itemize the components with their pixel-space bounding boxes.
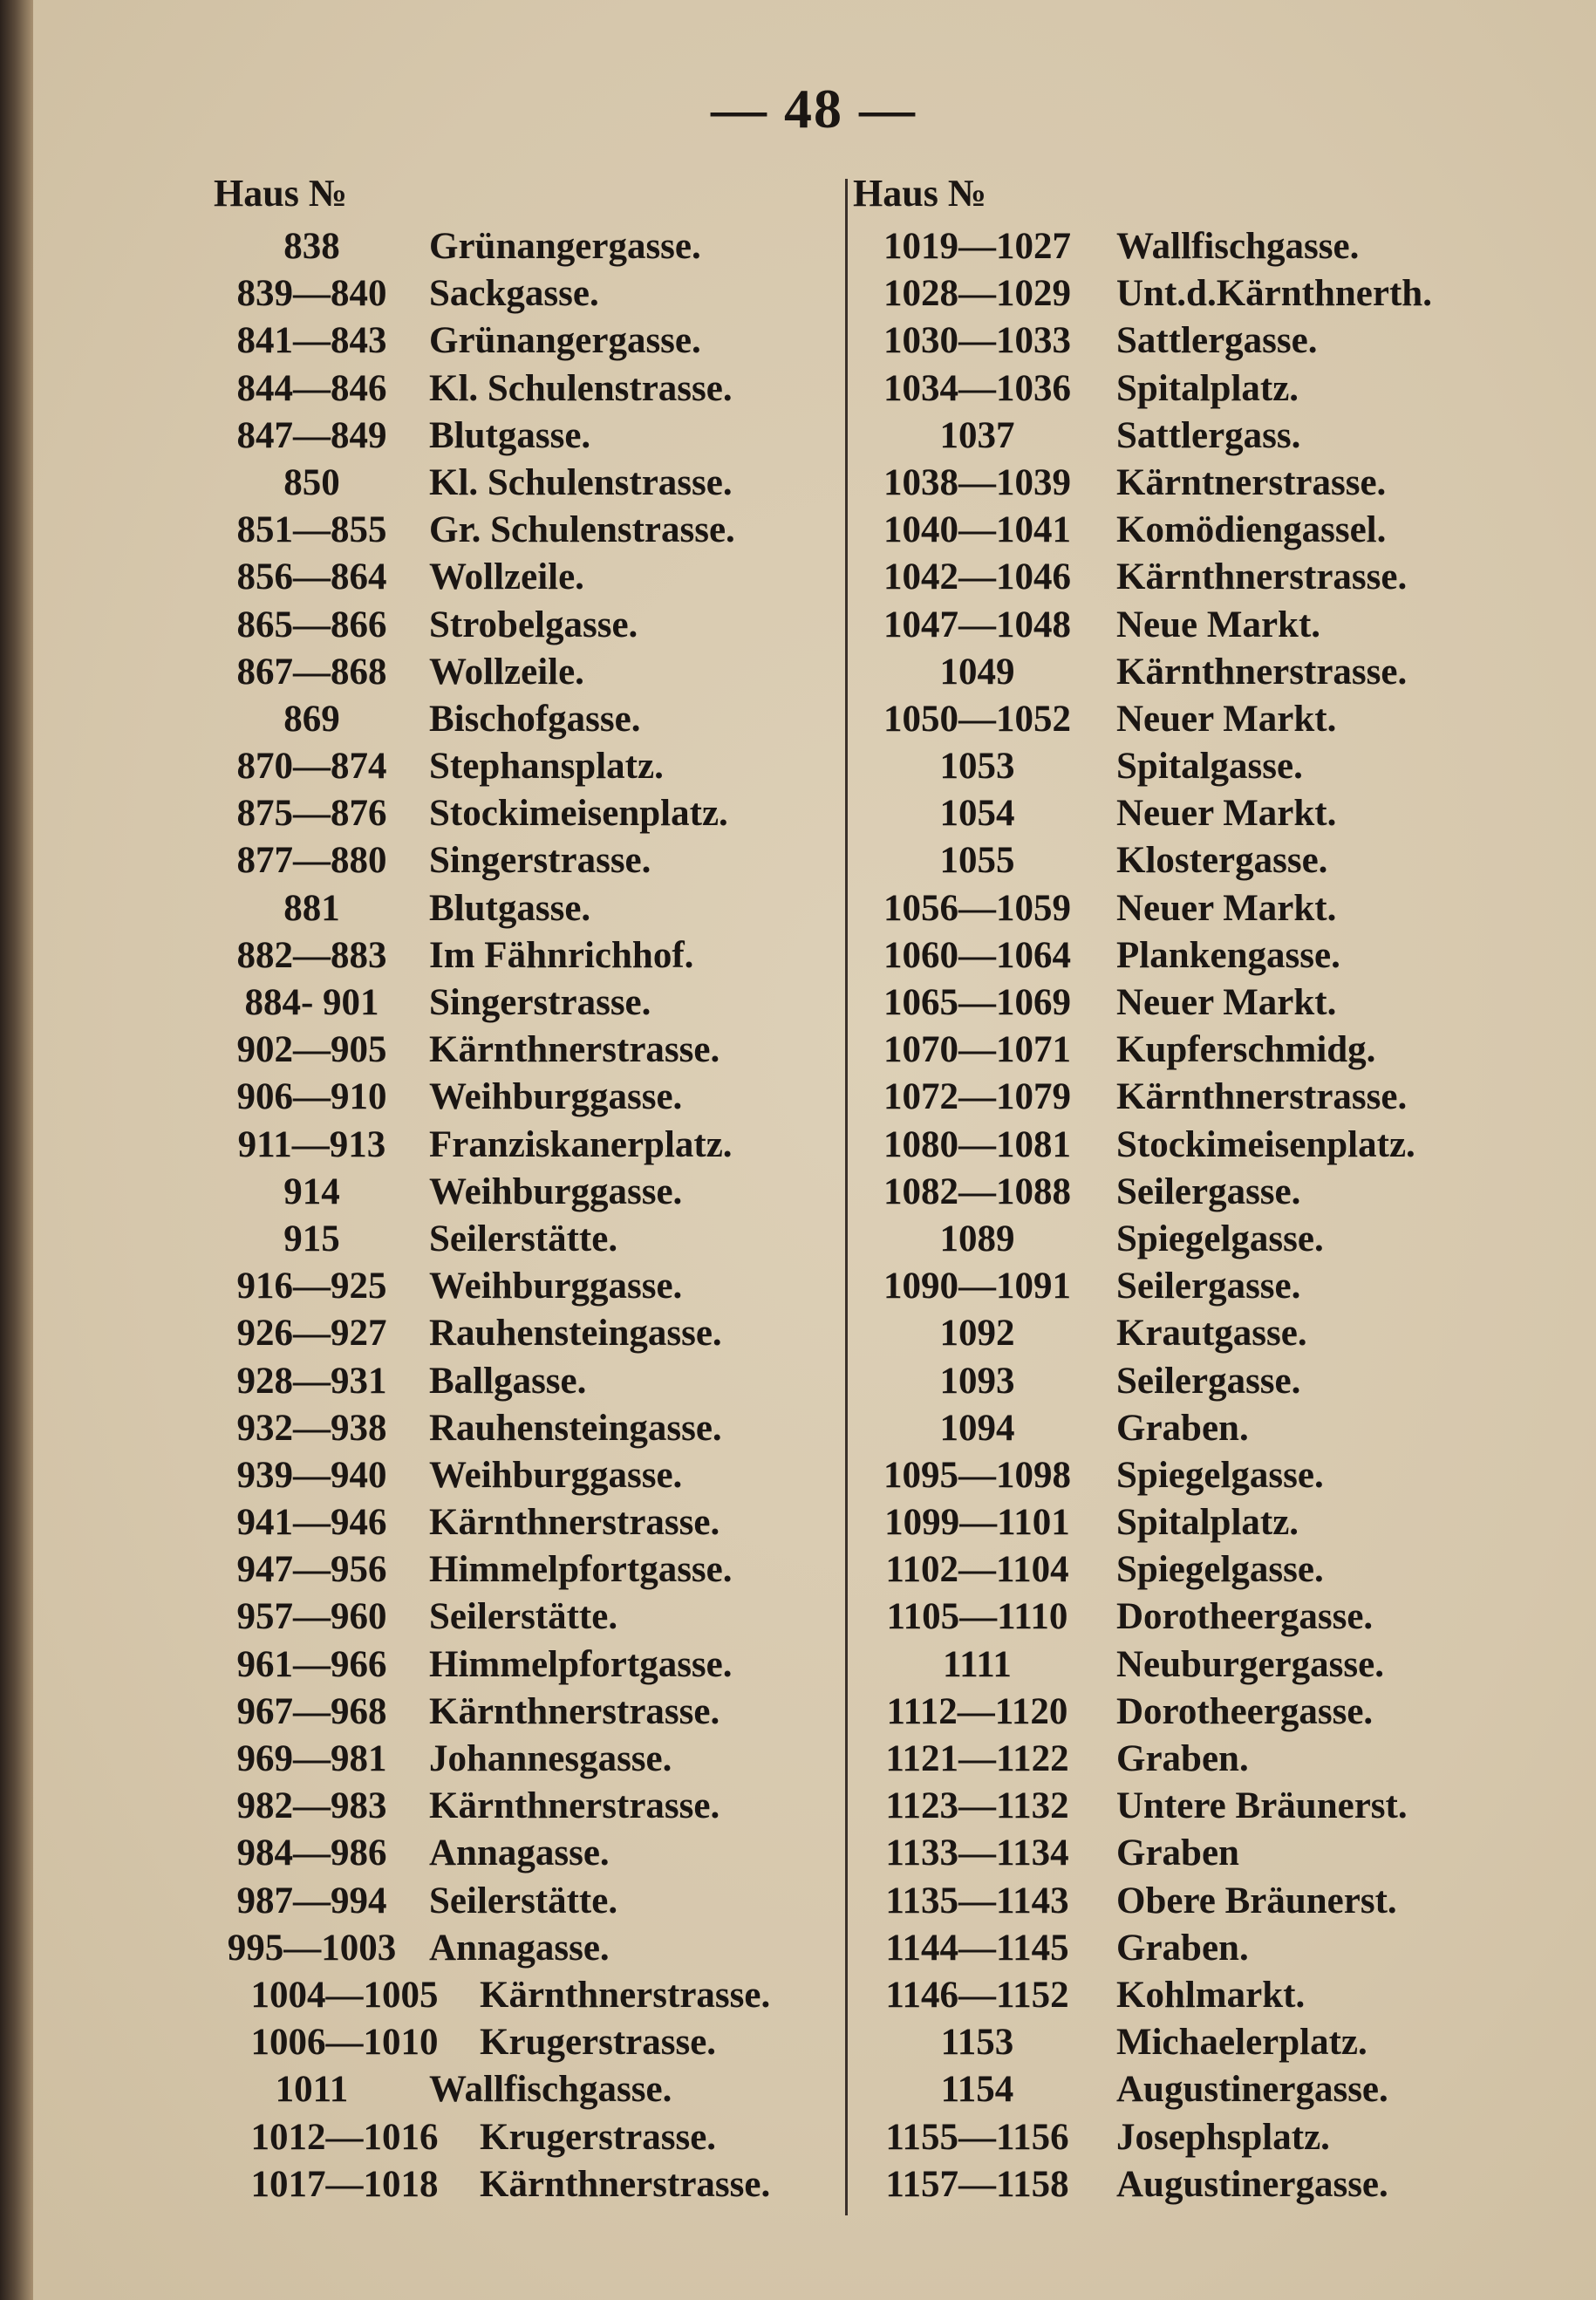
house-number-range: 914 [283,1170,340,1212]
address-entry [214,2066,842,2113]
street-name: Kupferschmidg. [1116,1029,1376,1071]
street-name: Graben. [1116,1927,1249,1969]
house-number-range: 839—840 [236,273,387,315]
house-number-range: 1056—1059 [883,887,1071,929]
address-entry [853,1594,1481,1641]
address-entry [214,1310,842,1357]
house-number-range: 1093 [939,1360,1015,1402]
house-number-range: 939—940 [236,1454,387,1496]
house-number-range: 1092 [939,1313,1015,1355]
house-number-range: 987—994 [236,1880,387,1921]
address-entry [214,1452,842,1499]
address-entry [853,1452,1481,1499]
street-name: Dorotheergasse. [1116,1690,1374,1732]
book-binding-shadow [0,0,33,2300]
address-entry [853,932,1481,979]
house-number-range: 1060—1064 [883,934,1071,976]
house-number-range: 1037 [939,414,1015,456]
street-name: Kärnthnerstrasse. [1116,651,1408,693]
street-name: Weihburggasse. [429,1076,683,1118]
address-entry [853,743,1481,790]
street-name: Wallfischgasse. [1116,226,1360,267]
address-entry [214,1074,842,1121]
street-name: Sattlergass. [1116,414,1301,456]
address-entry [853,223,1481,270]
page-number: — 48 — [711,78,917,140]
house-number-range: 1155—1156 [885,2116,1069,2158]
street-name: Neuer Markt. [1116,982,1337,1023]
address-entry [214,270,842,317]
street-name: Im Fähnrichhof. [429,934,694,976]
street-name: Seilerstätte. [429,1596,618,1638]
street-name: Kärnthnerstrasse. [480,2163,771,2205]
address-entry [853,1689,1481,1736]
house-number-range: 1006—1010 [250,2022,439,2064]
address-entry [853,554,1481,601]
address-entry [853,1641,1481,1689]
address-entry [853,1972,1481,2019]
street-name: Stephansplatz. [429,746,664,788]
house-number-range: 947—956 [236,1549,387,1591]
street-name: Grünangergasse. [429,226,701,267]
street-name: Spitalplatz. [1116,1502,1299,1544]
right-address-list [853,223,1481,2208]
house-number-range: 1004—1005 [250,1974,439,2016]
address-entry [853,2019,1481,2066]
address-entry [853,2114,1481,2161]
street-name: Kärnthnerstrasse. [429,1029,720,1071]
house-number-range: 1055 [939,840,1015,882]
address-entry [214,1925,842,1972]
address-entry [214,1878,842,1925]
house-number-range: 911—913 [237,1123,386,1165]
address-entry [853,1405,1481,1452]
street-name: Sackgasse. [429,273,599,315]
street-name: Weihburggasse. [429,1454,683,1496]
right-column-header: Haus № [853,172,987,215]
street-name: Spiegelgasse. [1116,1549,1324,1591]
house-number-range: 850 [283,461,340,503]
address-entry [853,602,1481,649]
street-name: Kärnthnerstrasse. [429,1502,720,1544]
address-entry [853,1830,1481,1877]
house-number-range: 881 [283,887,340,929]
house-number-range: 941—946 [236,1502,387,1544]
street-name: Sattlergasse. [1116,320,1318,362]
house-number-range: 984—986 [236,1832,387,1874]
address-entry [214,1641,842,1689]
street-name: Wollzeile. [429,651,584,693]
address-entry [853,1499,1481,1546]
address-entry [214,1783,842,1830]
house-number-range: 982—983 [236,1785,387,1827]
house-number-range: 961—966 [236,1643,387,1685]
left-column-header: Haus № [214,172,348,215]
address-entry [853,1122,1481,1169]
address-entry [214,602,842,649]
house-number-range: 1030—1033 [883,320,1071,362]
address-entry [214,223,842,270]
street-name: Annagasse. [429,1832,610,1874]
street-name: Kärntnerstrasse. [1116,461,1387,503]
house-number-range: 926—927 [236,1313,387,1355]
street-name: Johannesgasse. [429,1738,672,1779]
house-number-range: 1090—1091 [883,1266,1071,1307]
house-number-range: 856—864 [236,556,387,598]
house-number-range: 877—880 [236,840,387,882]
street-name: Kärnthnerstrasse. [1116,556,1408,598]
house-number-range: 967—968 [236,1690,387,1732]
address-entry [853,649,1481,696]
street-name: Josephsplatz. [1116,2116,1330,2158]
house-number-range: 847—849 [236,414,387,456]
house-number-range: 1133—1134 [885,1832,1069,1874]
address-entry [853,270,1481,317]
street-name: Graben. [1116,1407,1249,1449]
address-entry [214,1027,842,1074]
house-number-range: 1042—1046 [883,556,1071,598]
address-entry [214,2019,842,2066]
address-entry [214,1169,842,1216]
left-address-list [214,223,842,2208]
street-name: Michaelerplatz. [1116,2022,1368,2064]
address-entry [214,837,842,884]
street-name: Wallfischgasse. [429,2069,672,2111]
house-number-range: 1012—1016 [250,2116,439,2158]
house-number-range: 1153 [940,2022,1014,2064]
street-name: Spitalgasse. [1116,746,1303,788]
house-number-range: 844—846 [236,367,387,409]
house-number-range: 1089 [939,1218,1015,1259]
house-number-range: 869 [283,698,340,740]
street-name: Franziskanerplatz. [429,1123,733,1165]
address-entry [853,365,1481,413]
street-name: Unt.d.Kärnthnerth. [1116,273,1432,315]
street-name: Seilerstätte. [429,1218,618,1259]
street-name: Obere Bräunerst. [1116,1880,1397,1921]
house-number-range: 870—874 [236,746,387,788]
street-name: Neue Markt. [1116,604,1321,645]
house-number-range: 995—1003 [227,1927,397,1969]
house-number-range: 1094 [939,1407,1015,1449]
house-number-range: 969—981 [236,1738,387,1779]
street-name: Rauhensteingasse. [429,1313,722,1355]
address-entry [214,790,842,837]
address-entry [214,1405,842,1452]
address-entry [214,460,842,507]
house-number-range: 867—868 [236,651,387,693]
address-entry [214,1263,842,1310]
house-number-range: 1082—1088 [883,1170,1071,1212]
house-number-range: 915 [283,1218,340,1259]
address-entry [853,1358,1481,1405]
address-entry [853,317,1481,365]
street-name: Augustinergasse. [1116,2069,1388,2111]
house-number-range: 1121—1122 [885,1738,1069,1779]
address-entry [214,1736,842,1783]
house-number-range: 1070—1071 [883,1029,1071,1071]
house-number-range: 1047—1048 [883,604,1071,645]
address-entry [853,1878,1481,1925]
house-number-range: 1011 [275,2069,349,2111]
street-name: Ballgasse. [429,1360,587,1402]
house-number-range: 1144—1145 [885,1927,1069,1969]
street-name: Stockimeisenplatz. [1116,1123,1415,1165]
street-name: Komödiengassel. [1116,509,1387,551]
address-entry [853,885,1481,932]
house-number-range: 1050—1052 [883,698,1071,740]
address-entry [853,1216,1481,1263]
house-number-range: 884- 901 [244,982,379,1023]
address-entry [214,1358,842,1405]
address-entry [853,2161,1481,2208]
house-number-range: 1111 [943,1643,1012,1685]
address-entry [853,1783,1481,1830]
house-number-range: 1049 [939,651,1015,693]
house-number-range: 1040—1041 [883,509,1071,551]
house-number-range: 1017—1018 [250,2163,439,2205]
address-entry [214,2161,842,2208]
street-name: Kärnthnerstrasse. [429,1690,720,1732]
house-number-range: 1028—1029 [883,273,1071,315]
address-entry [853,1169,1481,1216]
address-entry [853,837,1481,884]
street-name: Annagasse. [429,1927,610,1969]
street-name: Blutgasse. [429,414,591,456]
street-name: Neuer Markt. [1116,698,1337,740]
street-name: Neuer Markt. [1116,887,1337,929]
house-number-range: 928—931 [236,1360,387,1402]
address-entry [853,1074,1481,1121]
house-number-range: 1072—1079 [883,1076,1071,1118]
house-number-range: 906—910 [236,1076,387,1118]
street-name: Kl. Schulenstrasse. [429,367,733,409]
street-name: Seilergasse. [1116,1360,1301,1402]
street-name: Klostergasse. [1116,840,1328,882]
address-entry [214,1499,842,1546]
street-name: Blutgasse. [429,887,591,929]
house-number-range: 838 [283,226,340,267]
street-name: Neuer Markt. [1116,793,1337,835]
street-name: Strobelgasse. [429,604,638,645]
street-name: Krautgasse. [1116,1313,1307,1355]
street-name: Weihburggasse. [429,1170,683,1212]
address-entry [853,1310,1481,1357]
street-name: Kärnthnerstrasse. [480,1974,771,2016]
house-number-range: 1146—1152 [885,1974,1069,2016]
address-entry [214,696,842,743]
address-entry [853,1027,1481,1074]
address-entry [214,554,842,601]
street-name: Grünangergasse. [429,320,701,362]
street-name: Augustinergasse. [1116,2163,1388,2205]
house-number-range: 1054 [939,793,1015,835]
address-entry [214,2114,842,2161]
street-name: Stockimeisenplatz. [429,793,728,835]
address-entry [214,1689,842,1736]
street-name: Kl. Schulenstrasse. [429,461,733,503]
house-number-range: 1038—1039 [883,461,1071,503]
address-entry [214,1122,842,1169]
house-number-range: 1095—1098 [883,1454,1071,1496]
house-number-range: 1123—1132 [885,1785,1069,1827]
street-name: Weihburggasse. [429,1266,683,1307]
street-name: Singerstrasse. [429,982,651,1023]
address-entry [853,1736,1481,1783]
house-number-range: 841—843 [236,320,387,362]
address-entry [853,2066,1481,2113]
address-entry [214,413,842,460]
house-number-range: 1112—1120 [886,1690,1068,1732]
house-number-range: 1080—1081 [883,1123,1071,1165]
address-entry [214,1594,842,1641]
column-divider [845,179,848,2215]
address-entry [214,507,842,554]
street-name: Rauhensteingasse. [429,1407,722,1449]
street-name: Spitalplatz. [1116,367,1299,409]
address-entry [853,696,1481,743]
street-name: Graben [1116,1832,1239,1874]
house-number-range: 1157—1158 [885,2163,1069,2205]
address-entry [853,413,1481,460]
house-number-range: 1065—1069 [883,982,1071,1023]
street-name: Gr. Schulenstrasse. [429,509,735,551]
house-number-range: 957—960 [236,1596,387,1638]
street-name: Kohlmarkt. [1116,1974,1306,2016]
address-entry [853,460,1481,507]
address-entry [853,507,1481,554]
address-entry [853,1263,1481,1310]
house-number-range: 1034—1036 [883,367,1071,409]
address-entry [214,1830,842,1877]
street-name: Seilergasse. [1116,1266,1301,1307]
house-number-range: 1102—1104 [885,1549,1069,1591]
house-number-range: 1154 [940,2069,1014,2111]
street-name: Graben. [1116,1738,1249,1779]
house-number-range: 902—905 [236,1029,387,1071]
street-name: Dorotheergasse. [1116,1596,1374,1638]
street-name: Untere Bräunerst. [1116,1785,1408,1827]
street-name: Spiegelgasse. [1116,1454,1324,1496]
address-entry [214,932,842,979]
house-number-range: 865—866 [236,604,387,645]
address-entry [853,979,1481,1027]
street-name: Himmelpfortgasse. [429,1643,733,1685]
street-name: Singerstrasse. [429,840,651,882]
street-name: Wollzeile. [429,556,584,598]
street-name: Seilergasse. [1116,1170,1301,1212]
address-entry [214,649,842,696]
address-entry [853,1925,1481,1972]
address-entry [214,1216,842,1263]
street-name: Plankengasse. [1116,934,1340,976]
address-entry [214,1546,842,1594]
street-name: Spiegelgasse. [1116,1218,1324,1259]
house-number-range: 1019—1027 [883,226,1071,267]
address-entry [853,790,1481,837]
house-number-range: 1135—1143 [885,1880,1069,1921]
street-name: Neuburgergasse. [1116,1643,1384,1685]
house-number-range: 875—876 [236,793,387,835]
address-entry [214,979,842,1027]
street-name: Himmelpfortgasse. [429,1549,733,1591]
street-name: Seilerstätte. [429,1880,618,1921]
address-entry [214,1972,842,2019]
house-number-range: 1053 [939,746,1015,788]
house-number-range: 851—855 [236,509,387,551]
street-name: Kärnthnerstrasse. [429,1785,720,1827]
address-entry [214,885,842,932]
address-entry [214,743,842,790]
address-entry [853,1546,1481,1594]
house-number-range: 1105—1110 [886,1596,1068,1638]
house-number-range: 882—883 [236,934,387,976]
street-name: Krugerstrasse. [480,2116,717,2158]
house-number-range: 916—925 [236,1266,387,1307]
street-name: Bischofgasse. [429,698,641,740]
house-number-range: 932—938 [236,1407,387,1449]
address-entry [214,317,842,365]
house-number-range: 1099—1101 [884,1502,1070,1544]
street-name: Kärnthnerstrasse. [1116,1076,1408,1118]
address-entry [214,365,842,413]
street-name: Krugerstrasse. [480,2022,717,2064]
